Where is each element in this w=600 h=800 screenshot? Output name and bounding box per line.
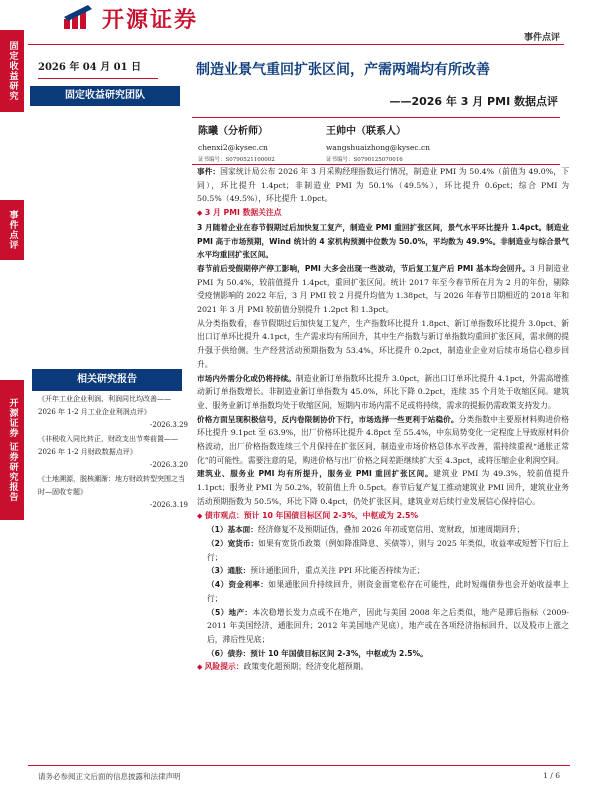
related-report-item[interactable]: [38, 393, 188, 432]
paragraph-lead: 建筑业、服务业 PMI 均有所提升，服务业 PMI 重回扩张区间。: [197, 469, 434, 479]
view-label: （6）债券：: [207, 648, 251, 658]
brand-logo: [62, 4, 198, 32]
paragraph-text: 制造业新订单指数环比提升 3.0pct，新出口订单环比提升 4.1pct，外需高增推动新订单指数增长。非制造业新订单指数为 45.0%，环比下降 0.2pct，连续 35 个月处于收缩区间。建筑业、服务业新订单指数均处于收缩区间，短期内市场内需不足或将持续，需求的提振仍需政策支持发力。: [197, 373, 569, 410]
risk-label: 风险提示：: [204, 662, 244, 672]
view-text: 预计 10 年国债目标区间 2-3%，中枢或为 2.5%。: [250, 648, 428, 658]
paragraph: [197, 467, 569, 508]
diamond-bullet-icon: ◆: [197, 511, 205, 520]
event-label: 事件：: [197, 167, 221, 176]
author-divider-top: [192, 117, 560, 118]
report-subtitle: ——2026 年 3 月 PMI 数据点评: [389, 95, 558, 108]
report-date: 2026 年 04 月 01 日: [38, 62, 142, 73]
related-report-date: -2026.3.19: [150, 501, 188, 509]
view-text: 本次稳增长发力点或不在地产，因此与美国 2008 年之后类似，地产是滞后指标（2009-2011 年美国经济、通胀回升；2012 年美国地产见底），地产或在各项经济指标回升、以及股市上涨之后，滞后性见底；: [207, 607, 569, 644]
header-divider: [28, 44, 564, 45]
section-heading-bond: [197, 509, 569, 524]
author-card: [198, 122, 275, 163]
strip-block-fixed-income: 固定收益研究: [0, 30, 24, 112]
section-heading-text: 债市观点：预计 10 年国债目标区间 2-3%，中枢或为 2.5%: [204, 510, 419, 520]
view-label: （4）资金利率：: [207, 580, 269, 590]
event-paragraph: [197, 165, 569, 206]
related-report-item[interactable]: [38, 433, 188, 472]
date-divider: [38, 78, 158, 79]
view-item: [197, 606, 569, 647]
view-label: （1）基本面：: [207, 525, 258, 535]
logo-text: 开源证券: [102, 7, 199, 33]
diamond-bullet-icon: ◆: [197, 209, 205, 218]
view-item: [197, 564, 569, 578]
report-body: [197, 165, 569, 675]
paragraph: [197, 262, 569, 317]
view-text: 经济修复不及预期证伪，叠加 2026 年初或宽信用、宽财政，加速周期回升；: [257, 525, 525, 535]
section-heading-pmi: [197, 206, 569, 221]
view-text: 如果有宽货币政策（例如降准降息、买债等），则与 2025 年类似，收益率或短暂下行后上行；: [207, 538, 569, 562]
author-email: wangshuaizhong@kysec.cn: [326, 143, 431, 152]
view-item: [197, 578, 569, 605]
author-name: 陈曦（分析师）: [198, 126, 268, 137]
section-heading-text: 3 月 PMI 数据关注点: [204, 208, 282, 218]
related-report-date: -2026.3.20: [150, 461, 188, 469]
related-report-date: -2026.3.29: [150, 421, 188, 429]
author-cert: 证书编号：S0790125070016: [326, 157, 403, 163]
paragraph-text: 建筑业 PMI 为 49.3%，较前值提升 1.1pct；服务业 PMI 为 50.2%，较前值上升 0.5pct。春节后复产复工推动建筑业 PMI 回升，建筑业业务活动预期指数为 50.5%，环比下降 0.4pct，仍处扩张区间，建筑业对后续行业发展信心保持信心。: [197, 469, 570, 506]
author-cert: 证书编号：S0790521100002: [198, 157, 275, 163]
author-name: 王帅中（联系人）: [326, 126, 406, 137]
related-report-title[interactable]: 《开年工业企业利润、利润同比均改善——2026 年 1-2 月工业企业利润点评》: [38, 395, 171, 416]
view-item: [197, 537, 569, 564]
related-report-title[interactable]: 《土地溯源，脱核潮渐：地方财政转型突围之当时—固收专题》: [38, 475, 185, 496]
paragraph: 从分类指数看，春节假期过后加快复工复产，生产指数环比提升 1.8pct、新订单指数环比提升 3.0pct、新出口订单环比提升 4.1pct，生产需求均有所回升，其中生产指数与新订单指数均重回扩张区间，需求侧的提升强于供给侧。生产经营活动预期指数为 53.4%，环比提升 0.2pct，制造业企业对后续市场信心稳步回升。: [197, 318, 569, 369]
paragraph: [197, 372, 569, 413]
related-reports-heading: 相关研究报告: [32, 369, 182, 391]
view-item: [197, 647, 569, 661]
paragraph-text: 3 月制造业 PMI 为 50.4%，较前值提升 1.4pct，重回扩张区间。统计 2017 年至今春节所在月为 2 月的年份，剔除受疫情影响的 2022 年后，3 月 PMI 较 2 月提升均值为 1.38pct，与 2026 年春节日期相近的 2018 年和 2021 年 3 月 PMI 较前值分别提升 1.2pct 和 1.3pct。: [197, 263, 569, 315]
related-report-title[interactable]: 《非税收入同比转正，财政支出节奏前置——2026 年 1-2 月财政数据点评》: [38, 435, 178, 456]
footer-disclaimer: 请务必参阅正文后面的信息披露和法律声明: [38, 772, 181, 781]
related-reports-list: [38, 393, 188, 513]
view-item: [197, 523, 569, 537]
paragraph-lead: 春节前后受假期停产停工影响，PMI 大多会出现一些波动，节后复工复产后 PMI 基本均会回升。: [197, 263, 530, 273]
paragraph: [197, 413, 569, 468]
event-text: 国家统计局公布 2026 年 3 月采购经理指数运行情况，制造业 PMI 为 50.4%（前值为 49.0%，下同），环比提升 1.4pct；非制造业 PMI 为 50.1%（49.5%），环比提升 0.6pct；综合 PMI 为 50.5%（49.5%），环比提升 1.0pct。: [197, 167, 570, 204]
left-strip: [0, 0, 28, 800]
paragraph-lead: 市场内外需分化或仍将持续。: [197, 373, 296, 383]
logo-mark-icon: [62, 5, 96, 31]
team-badge: 固定收益研究团队: [30, 86, 180, 106]
risk-text: 政策变化超预期；经济变化超预期。: [243, 662, 369, 672]
diamond-bullet-icon: ◆: [197, 663, 205, 672]
paragraph-text: 分类指数中主要原材料购进价格环比提升 9.1pct 至 63.9%，出厂价格环比提升 4.8pct 至 55.4%，中东局势变化一定程度上导致原材料价格波动，出厂价格指数连续三个月保持在扩张区间，制造业市场价格总体水平改善，需持续重视“通胀正常化”的可能性。需要注意的是，购进价格与出厂价格之间差距继续扩大至 4.3pct，或将压缩企业利润空间。: [197, 414, 570, 465]
view-label: （5）地产：: [207, 607, 253, 617]
paragraph-lead: 价格方面呈现积极信号，反内卷限制协价下行，市场选择一些更利于站稳价。: [197, 414, 459, 424]
paragraph-bold: 3 月随着企业在春节假期过后加快复工复产，制造业 PMI 重回扩张区间，景气水平环比提升 1.4pct。制造业 PMI 高于市场预期，Wind 统计的 4 家机构预测中位数为 50.0%，平均数为 49.9%。非制造业与综合景气水平均重回扩张区间。: [197, 222, 569, 260]
report-title: 制造业景气重回扩张区间，产需两端均有所改善: [196, 62, 490, 78]
related-report-item[interactable]: [38, 473, 188, 512]
view-label: （2）宽货币：: [207, 538, 259, 548]
footer-divider: [28, 765, 570, 766]
report-type-tag: 事件点评: [523, 33, 560, 43]
strip-block-brand: 开源证券 证券研究报告: [0, 380, 24, 520]
author-card: [326, 122, 430, 163]
author-email: chenxi2@kysec.cn: [198, 143, 268, 152]
risk-paragraph: [197, 660, 569, 675]
page-number: 1 / 6: [543, 771, 560, 780]
view-label: （3）通胀：: [207, 566, 251, 576]
view-text: 预计通胀回升，重点关注 PPI 环比能否持续为正；: [250, 566, 425, 576]
view-text: 如果通胀回升持续回升，则资金面宽松存在可能性，此时短端债券也会开始收益率上行；: [207, 580, 569, 603]
strip-block-event: 事件点评: [0, 200, 24, 260]
